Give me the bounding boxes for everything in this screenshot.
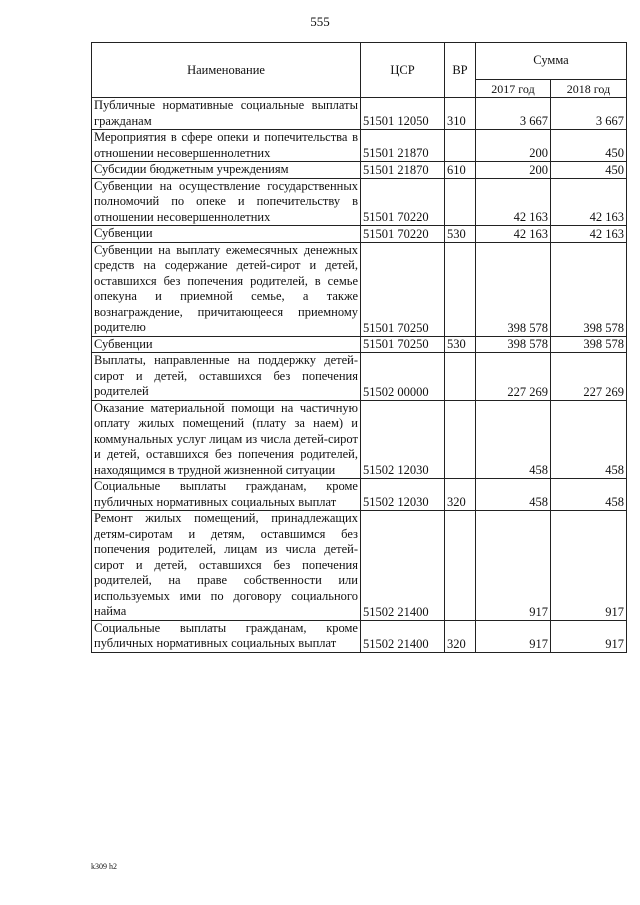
row-sum-2017: 917 — [476, 620, 551, 652]
row-sum-2018: 917 — [551, 511, 627, 621]
row-name: Оказание материальной помощи на частичную оплату жилых помещений (плату за наем) и коммунальных услуг лицам из числа детей-сирот и детей, оставшихся без попечения родителей, находящимся в трудной жизненной ситуации — [92, 400, 361, 479]
table-row — [92, 226, 627, 243]
row-vr-code — [445, 242, 476, 336]
row-name: Ремонт жилых помещений, принадлежащих детям-сиротам и детям, оставшимся без попечения родителей, лицам из числа детей-сирот и детей, оставшихся без попечения родителей, на праве собственности или используемых ими по договору социального найма — [92, 511, 361, 621]
page-number: 555 — [310, 14, 330, 29]
header-sum: Сумма — [476, 43, 627, 80]
row-sum-2017: 398 578 — [476, 242, 551, 336]
table-row — [92, 98, 627, 130]
row-sum-2017: 227 269 — [476, 353, 551, 401]
table-row — [92, 130, 627, 162]
row-sum-2018: 917 — [551, 620, 627, 652]
row-name: Публичные нормативные социальные выплаты гражданам — [92, 98, 361, 130]
row-sum-2017: 458 — [476, 479, 551, 511]
table-body — [92, 98, 627, 653]
row-sum-2018: 458 — [551, 400, 627, 479]
row-sum-2018: 398 578 — [551, 242, 627, 336]
table-row — [92, 353, 627, 401]
row-csr-code: 51501 70220 — [361, 226, 445, 243]
row-csr-code: 51501 12050 — [361, 98, 445, 130]
row-sum-2018: 450 — [551, 162, 627, 179]
row-sum-2018: 398 578 — [551, 336, 627, 353]
row-sum-2018: 42 163 — [551, 226, 627, 243]
budget-table — [91, 42, 627, 653]
row-sum-2017: 200 — [476, 162, 551, 179]
row-vr-code: 320 — [445, 479, 476, 511]
table-row — [92, 400, 627, 479]
header-vr: ВР — [445, 43, 476, 98]
row-name: Субвенции на выплату ежемесячных денежных средств на содержание детей-сирот и детей, оставшихся без попечения родителей, в семье опекуна и приемной семье, а также вознаграждение, причитающееся приемному родителю — [92, 242, 361, 336]
row-vr-code: 610 — [445, 162, 476, 179]
row-vr-code: 310 — [445, 98, 476, 130]
table-row — [92, 479, 627, 511]
row-name: Субсидии бюджетным учреждениям — [92, 162, 361, 179]
row-vr-code: 530 — [445, 336, 476, 353]
row-sum-2018: 3 667 — [551, 98, 627, 130]
row-csr-code: 51501 70220 — [361, 178, 445, 226]
row-sum-2018: 450 — [551, 130, 627, 162]
row-csr-code: 51502 00000 — [361, 353, 445, 401]
footer-code: k309 h2 — [91, 862, 117, 871]
row-name: Выплаты, направленные на поддержку детей-сирот и детей, оставшихся без попечения родителей — [92, 353, 361, 401]
row-csr-code: 51501 70250 — [361, 336, 445, 353]
row-vr-code — [445, 130, 476, 162]
row-sum-2017: 917 — [476, 511, 551, 621]
row-vr-code: 530 — [445, 226, 476, 243]
header-year-2018: 2018 год — [551, 79, 627, 97]
row-name: Социальные выплаты гражданам, кроме публичных нормативных социальных выплат — [92, 479, 361, 511]
row-vr-code — [445, 400, 476, 479]
row-sum-2017: 42 163 — [476, 178, 551, 226]
table-row — [92, 336, 627, 353]
row-sum-2018: 227 269 — [551, 353, 627, 401]
table-row — [92, 242, 627, 336]
row-sum-2017: 3 667 — [476, 98, 551, 130]
row-name: Субвенции — [92, 336, 361, 353]
row-vr-code — [445, 353, 476, 401]
table-header — [92, 43, 627, 98]
row-vr-code — [445, 511, 476, 621]
row-name: Субвенции — [92, 226, 361, 243]
row-vr-code — [445, 178, 476, 226]
row-vr-code: 320 — [445, 620, 476, 652]
row-sum-2018: 458 — [551, 479, 627, 511]
row-sum-2017: 200 — [476, 130, 551, 162]
row-name: Мероприятия в сфере опеки и попечительства в отношении несовершеннолетних — [92, 130, 361, 162]
row-csr-code: 51502 21400 — [361, 620, 445, 652]
row-csr-code: 51502 12030 — [361, 400, 445, 479]
row-csr-code: 51501 21870 — [361, 130, 445, 162]
row-csr-code: 51501 21870 — [361, 162, 445, 179]
row-csr-code: 51502 21400 — [361, 511, 445, 621]
header-year-2017: 2017 год — [476, 79, 551, 97]
row-sum-2017: 458 — [476, 400, 551, 479]
row-csr-code: 51501 70250 — [361, 242, 445, 336]
table-row — [92, 511, 627, 621]
header-csr: ЦСР — [361, 43, 445, 98]
row-csr-code: 51502 12030 — [361, 479, 445, 511]
header-name: Наименование — [92, 43, 361, 98]
row-name: Субвенции на осуществление государственных полномочий по опеке и попечительству в отношении несовершеннолетних — [92, 178, 361, 226]
row-sum-2017: 398 578 — [476, 336, 551, 353]
table-row — [92, 162, 627, 179]
row-name: Социальные выплаты гражданам, кроме публичных нормативных социальных выплат — [92, 620, 361, 652]
table-row — [92, 620, 627, 652]
row-sum-2018: 42 163 — [551, 178, 627, 226]
table-row — [92, 178, 627, 226]
row-sum-2017: 42 163 — [476, 226, 551, 243]
